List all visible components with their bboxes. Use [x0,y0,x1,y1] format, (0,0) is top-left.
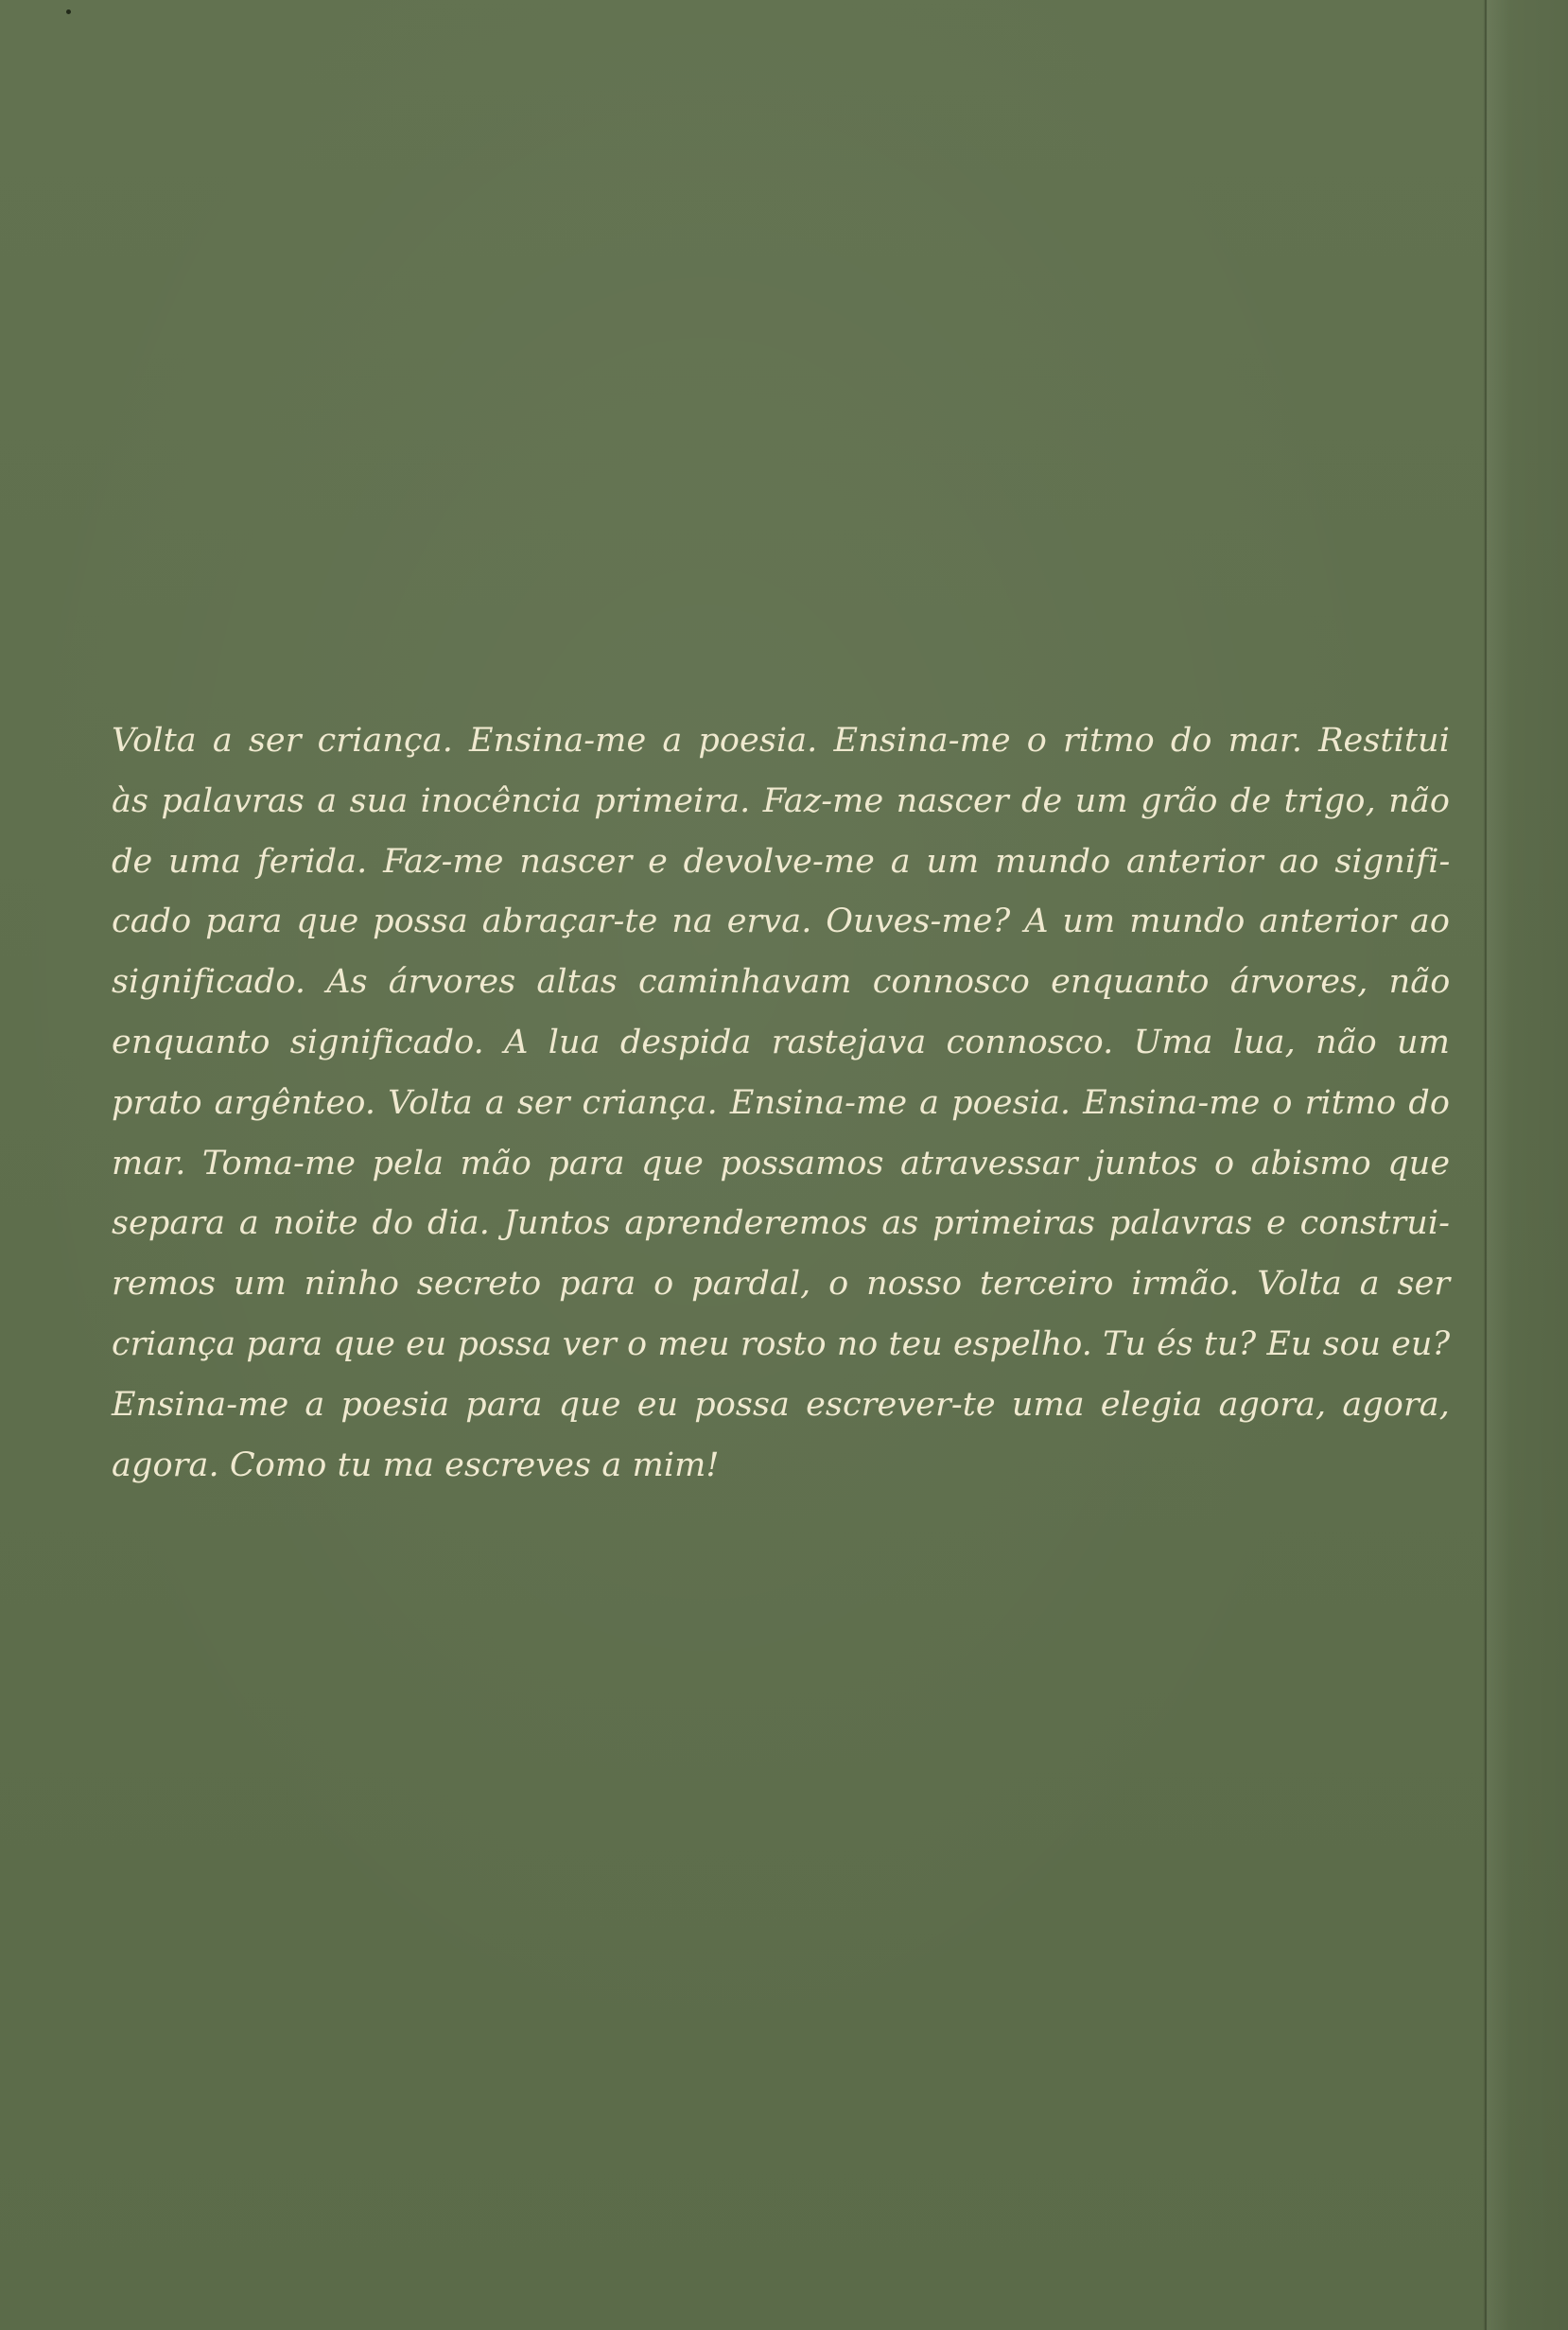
blurb-line: criança para que eu possa ver o meu rosto no teu espelho. Tu és tu? Eu sou eu? [112,1324,1451,1363]
blurb-line: separa a noite do dia. Juntos aprenderemos as primeiras palavras e construi- [112,1204,1451,1243]
blurb-line: Volta a ser criança. Ensina-me a poesia. Ensina-me o ritmo do mar. Restitui [112,722,1450,760]
blurb-line: mar. Toma-me pela mão para que possamos atravessar juntos o abismo que [112,1144,1451,1183]
blurb-line: Ensina-me a poesia para que eu possa escrever-te uma elegia agora, agora, [112,1385,1450,1424]
blurb-line: prato argênteo. Volta a ser criança. Ensina-me a poesia. Ensina-me o ritmo do [112,1083,1450,1122]
spine-fold-line [1485,0,1487,2330]
blurb-line: de uma ferida. Faz-me nascer e devolve-me a um mundo anterior ao signifi- [112,842,1451,881]
back-cover-blurb [112,711,1450,1496]
blurb-line: remos um ninho secreto para o pardal, o nosso terceiro irmão. Volta a ser [112,1265,1451,1304]
print-speck [66,9,71,14]
blurb-line: cado para que possa abraçar-te na erva. Ouves-me? A um mundo anterior ao [112,902,1450,941]
blurb-line: significado. As árvores altas caminhavam connosco enquanto árvores, não [112,963,1451,1002]
spine-edge [1483,0,1568,2330]
blurb-line: às palavras a sua inocência primeira. Faz-me nascer de um grão de trigo, não [112,781,1450,820]
blurb-line: enquanto significado. A lua despida rastejava connosco. Uma lua, não um [112,1023,1450,1061]
blurb-line-final: agora. Como tu ma escreves a mim! [112,1445,720,1484]
